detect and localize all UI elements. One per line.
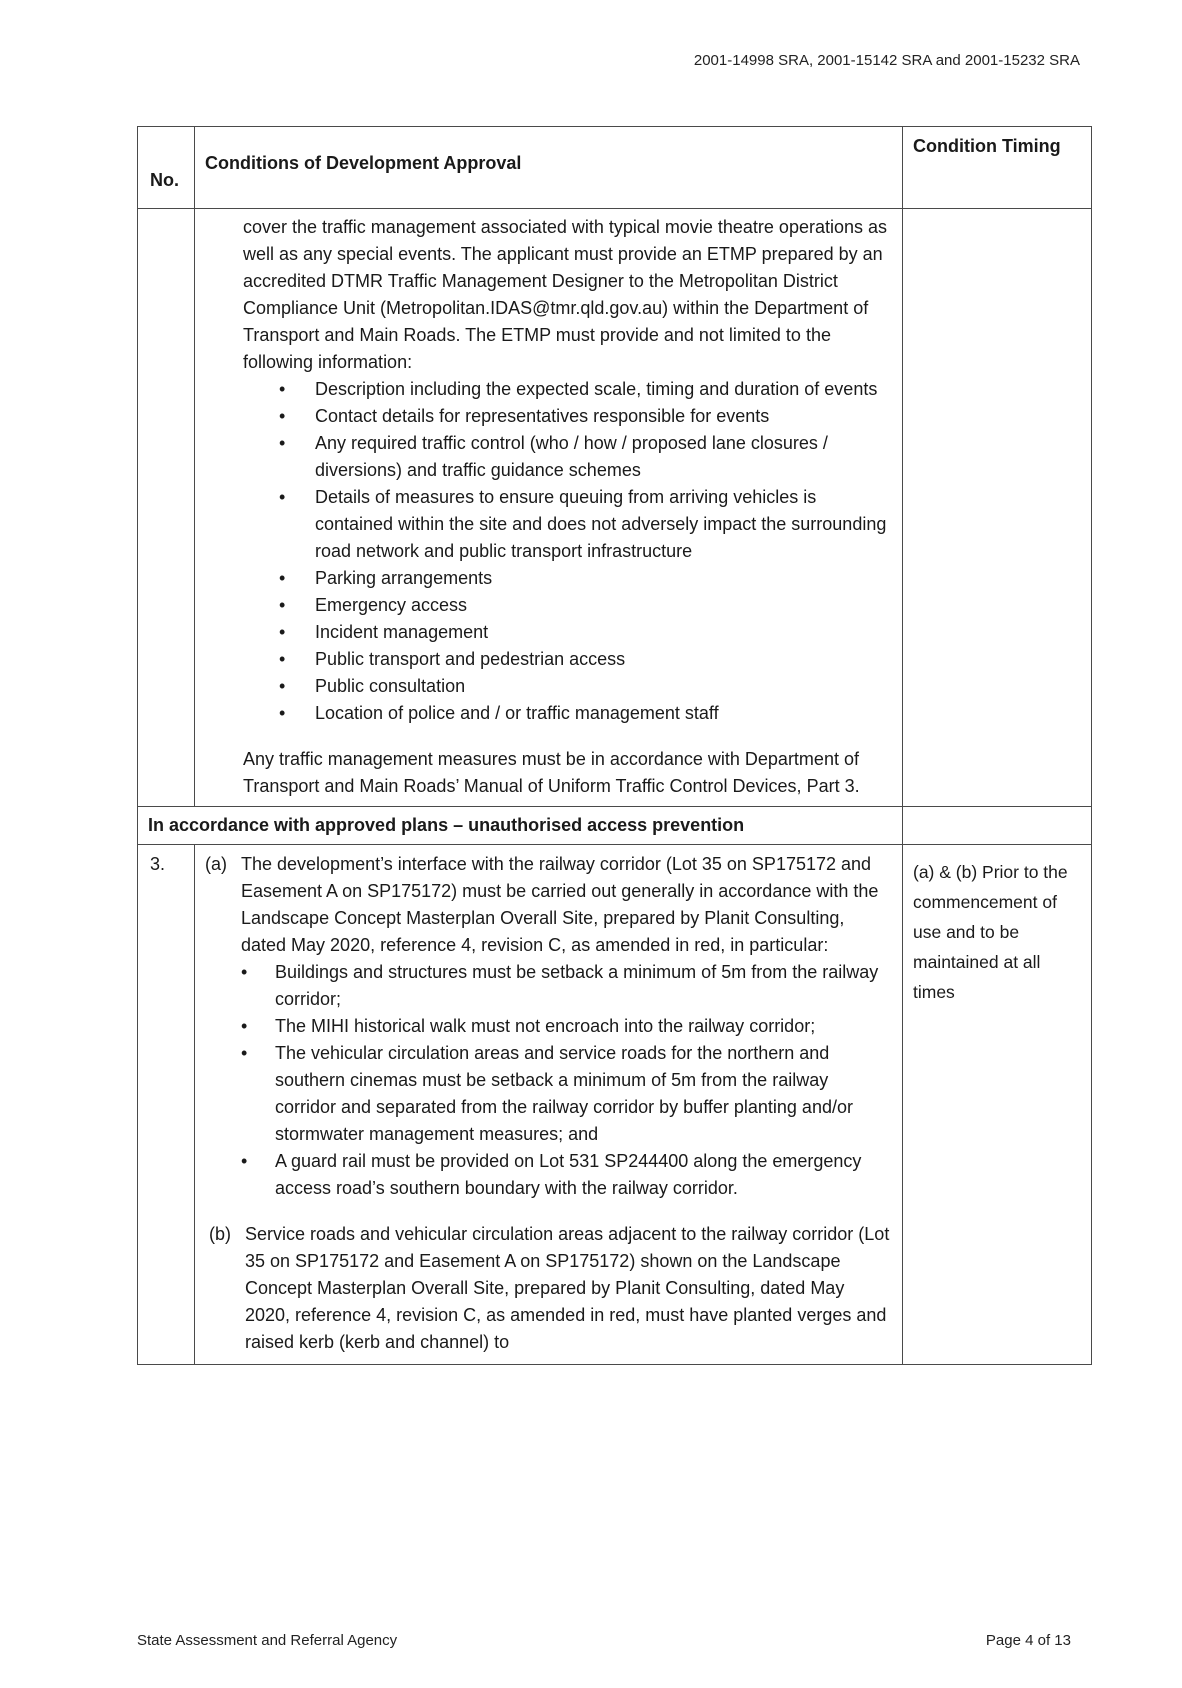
condition-3-row	[138, 845, 1092, 1365]
header-no: No.	[138, 127, 195, 209]
condition-3a	[205, 851, 892, 959]
list-item: • Location of police and / or traffic management staff	[315, 700, 894, 727]
section-heading-row	[138, 807, 1092, 845]
conditions-table	[137, 126, 1092, 1365]
footer-page-number: Page 4 of 13	[985, 1632, 1071, 1649]
continuation-row	[138, 209, 1092, 807]
continuation-conditions-cell	[195, 209, 903, 807]
list-item: • Description including the expected scale, timing and duration of events	[315, 376, 894, 403]
list-item: • Incident management	[315, 619, 894, 646]
document-reference: 2001-14998 SRA, 2001-15142 SRA and 2001-15232 SRA	[693, 52, 1080, 69]
list-item: • The vehicular circulation areas and service roads for the northern and southern cinemas must be setback a minimum of 5m from the railway corridor and separated from the railway corridor by buffer planting and/or stormwater management measures; and	[275, 1040, 892, 1148]
footer-agency: State Assessment and Referral Agency	[137, 1632, 398, 1649]
list-item: • Public consultation	[315, 673, 894, 700]
continuation-no-cell	[138, 209, 195, 807]
list-item: • A guard rail must be provided on Lot 531 SP244400 along the emergency access road’s southern boundary with the railway corridor.	[275, 1148, 892, 1202]
condition-3a-text: The development’s interface with the railway corridor (Lot 35 on SP175172 and Easement A on SP175172) must be carried out generally in accordance with the Landscape Concept Masterplan Overall Site, prepared by Planit Consulting, dated May 2020, reference 4, revision C, as amended in red, in particular:	[241, 854, 879, 955]
header-conditions: Conditions of Development Approval	[195, 127, 903, 209]
etmp-information-list	[243, 376, 894, 727]
condition-3b	[209, 1221, 892, 1356]
list-item: • Contact details for representatives responsible for events	[315, 403, 894, 430]
list-item: • Buildings and structures must be setback a minimum of 5m from the railway corridor;	[275, 959, 892, 1013]
list-item: • Parking arrangements	[315, 565, 894, 592]
list-item: • Emergency access	[315, 592, 894, 619]
condition-number: 3.	[138, 845, 195, 1365]
section-heading: In accordance with approved plans – unauthorised access prevention	[138, 807, 903, 845]
table-header-row	[138, 127, 1092, 209]
condition-3b-label: (b)	[209, 1224, 231, 1244]
list-item: • The MIHI historical walk must not encroach into the railway corridor;	[275, 1013, 892, 1040]
closing-paragraph: Any traffic management measures must be in accordance with Department of Transport and Main Roads’ Manual of Uniform Traffic Control Devices, Part 3.	[243, 749, 860, 796]
list-item: • Details of measures to ensure queuing from arriving vehicles is contained within the site and does not adversely impact the surrounding road network and public transport infrastructure	[315, 484, 894, 565]
condition-3-timing: (a) & (b) Prior to the commencement of use and to be maintained at all times	[903, 845, 1092, 1365]
list-item: • Any required traffic control (who / how / proposed lane closures / diversions) and traffic guidance schemes	[315, 430, 894, 484]
condition-3-text-cell	[195, 845, 903, 1365]
condition-3b-text: Service roads and vehicular circulation areas adjacent to the railway corridor (Lot 35 on SP175172 and Easement A on SP175172) shown on the Landscape Concept Masterplan Overall Site, prepared by Planit Consulting, dated May 2020, reference 4, revision C, as amended in red, must have planted verges and raised kerb (kerb and channel) to	[245, 1224, 890, 1352]
continuation-paragraph: cover the traffic management associated with typical movie theatre operations as well as any special events. The applicant must provide an ETMP prepared by an accredited DTMR Traffic Management Designer to the Metropolitan District Compliance Unit (Metropolitan.IDAS@tmr.qld.gov.au) within the Department of Transport and Main Roads. The ETMP must provide and not limited to the following information:	[243, 217, 888, 372]
continuation-timing-cell	[903, 209, 1092, 807]
condition-3a-label: (a)	[205, 854, 227, 874]
header-timing: Condition Timing	[903, 127, 1092, 209]
condition-3a-list	[205, 959, 892, 1202]
list-item: • Public transport and pedestrian access	[315, 646, 894, 673]
section-heading-timing-cell	[903, 807, 1092, 845]
